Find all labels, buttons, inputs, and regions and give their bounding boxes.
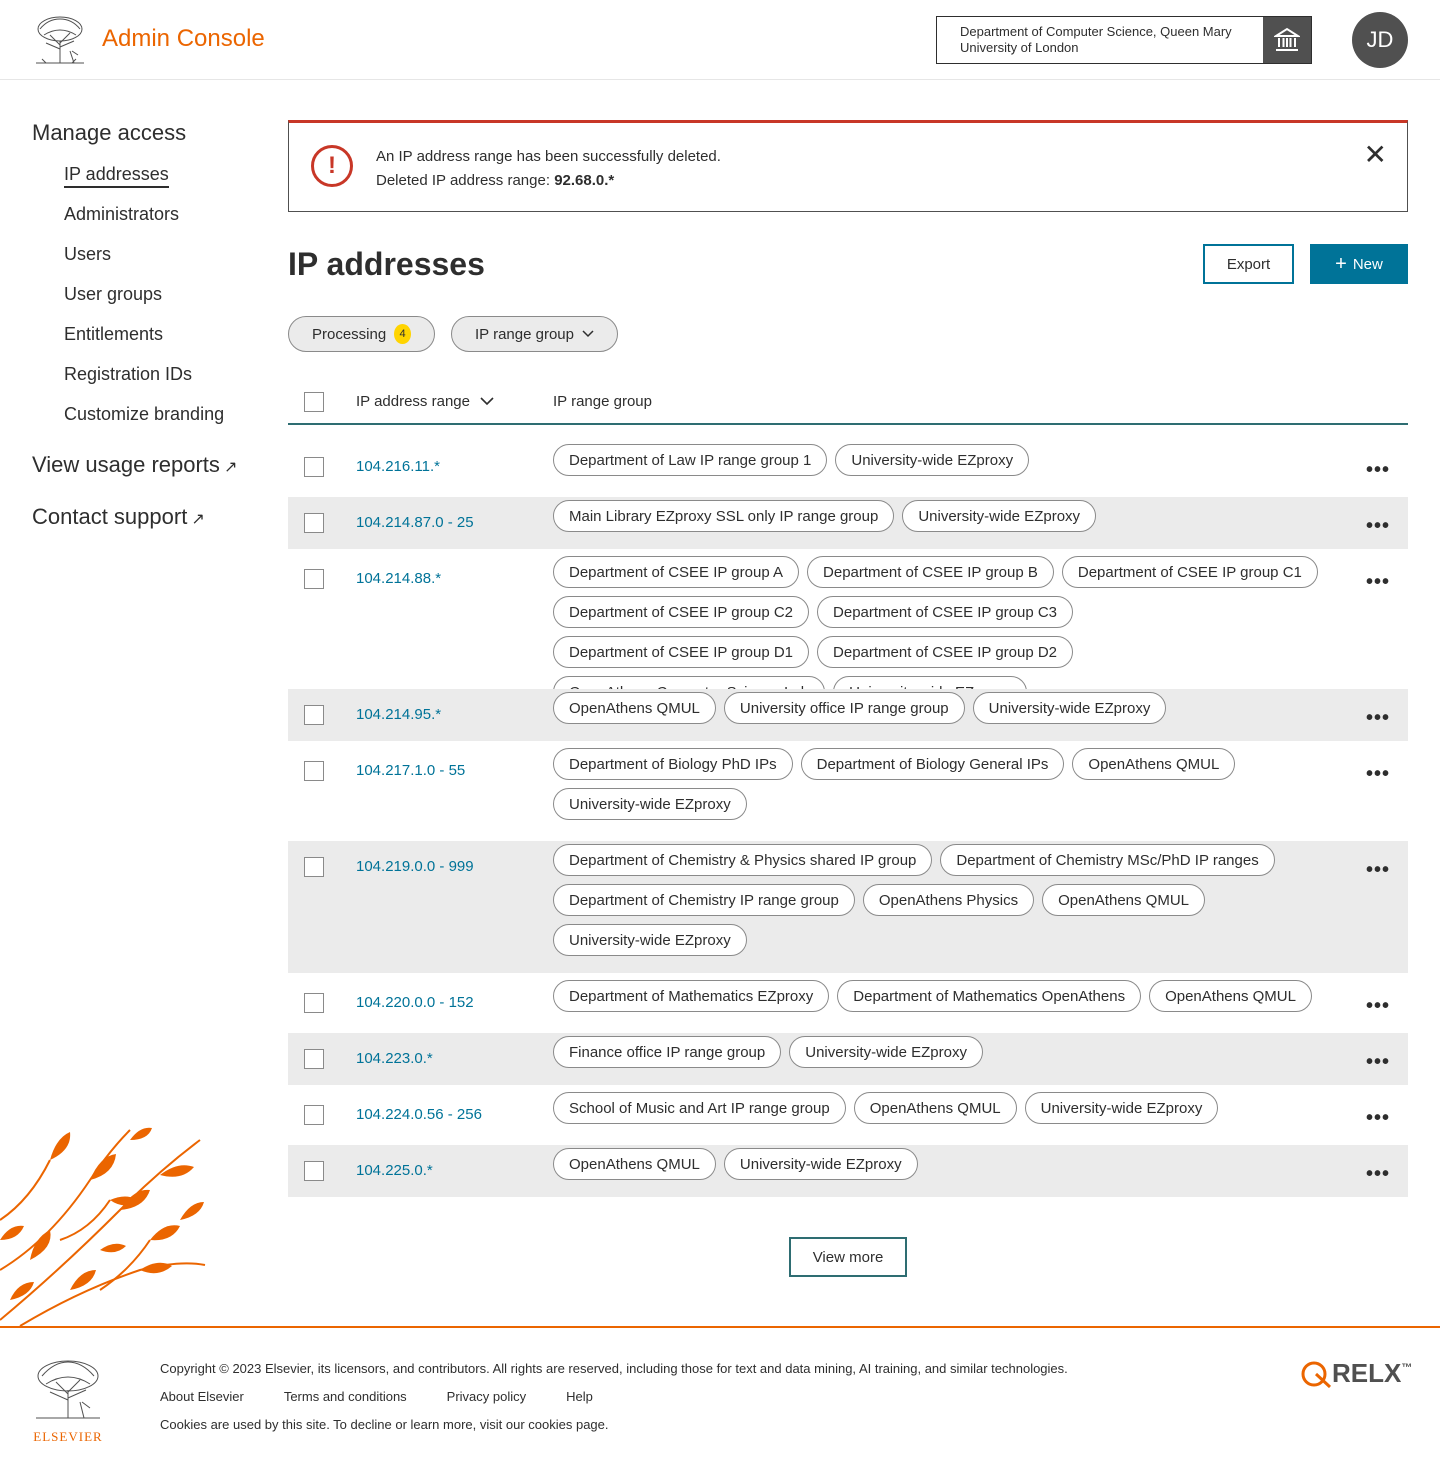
ip-range-group-list: [553, 692, 1343, 732]
ip-range-group-chip[interactable]: OpenAthens QMUL: [1042, 884, 1205, 916]
table-row: [288, 441, 1408, 493]
alert-deleted-range: 92.68.0.*: [554, 172, 615, 189]
column-header-ip-label: IP address range: [356, 393, 470, 410]
ip-range-group-chip[interactable]: Finance office IP range group: [553, 1036, 781, 1068]
sidebar-heading-manage-access: Manage access: [32, 120, 187, 145]
contact-support-label: Contact support: [32, 504, 188, 529]
alert-line-1: An IP address range has been successfully deleted.: [376, 148, 721, 165]
page-title: IP addresses: [288, 246, 485, 282]
ip-range-group-chip[interactable]: University-wide EZproxy: [553, 924, 747, 956]
table-row: [288, 689, 1408, 741]
sidebar-item-customize-branding[interactable]: Customize branding: [64, 404, 225, 424]
footer-link-help[interactable]: Help: [566, 1389, 593, 1404]
institution-name: Department of Computer Science, Queen Mary University of London: [960, 24, 1232, 55]
ip-range-group-chip[interactable]: Main Library EZproxy SSL only IP range group: [553, 500, 894, 532]
chevron-down-icon: [582, 330, 594, 338]
ip-range-group-list: [553, 444, 1343, 484]
table-row: [288, 553, 1408, 689]
elsevier-tree-icon: [32, 1358, 104, 1422]
ip-range-group-chip[interactable]: University-wide EZproxy: [973, 692, 1167, 724]
footer-link-privacy[interactable]: Privacy policy: [446, 1389, 527, 1404]
sidebar-item-registration-ids[interactable]: Registration IDs: [64, 364, 193, 384]
export-button[interactable]: Export: [1203, 244, 1294, 284]
ip-range-group-chip[interactable]: University-wide EZproxy: [553, 788, 747, 820]
new-button[interactable]: [1310, 244, 1408, 284]
filter-processing-label: Processing: [312, 325, 387, 343]
sidebar-item-ip-addresses[interactable]: IP addresses: [64, 164, 169, 188]
ip-range-group-chip[interactable]: Department of CSEE IP group C2: [553, 596, 809, 628]
new-button-label: New: [1352, 255, 1383, 273]
view-usage-reports-link[interactable]: [32, 452, 237, 478]
ip-range-group-chip[interactable]: Department of CSEE IP group B: [807, 556, 1054, 588]
row-checkbox[interactable]: [304, 1105, 324, 1125]
row-checkbox[interactable]: [304, 1049, 324, 1069]
row-checkbox[interactable]: [304, 761, 324, 781]
sort-chevron-down-icon: [480, 397, 494, 406]
close-icon[interactable]: ✕: [1363, 139, 1387, 170]
header: [0, 0, 1440, 80]
cookies-page-link[interactable]: cookies page.: [528, 1417, 609, 1432]
ip-range-group-chip[interactable]: OpenAthens QMUL: [553, 1148, 716, 1180]
row-checkbox[interactable]: [304, 513, 324, 533]
ip-range-group-chip[interactable]: University-wide EZproxy: [902, 500, 1096, 532]
ip-range-group-list: [553, 1036, 1343, 1076]
alert-line-2: [376, 169, 721, 193]
ip-range-group-chip[interactable]: OpenAthens QMUL: [1072, 748, 1235, 780]
cookies-text: Cookies are used by this site. To decline or learn more, visit our: [160, 1417, 525, 1432]
ip-range-group-chip[interactable]: Department of CSEE IP group D1: [553, 636, 809, 668]
footer-link-terms[interactable]: Terms and conditions: [283, 1389, 407, 1404]
footer-cookies-notice: [160, 1417, 609, 1432]
user-avatar[interactable]: JD: [1352, 12, 1408, 68]
filter-ip-range-group[interactable]: [451, 316, 618, 352]
app-title[interactable]: Admin Console: [102, 25, 265, 52]
more-options-icon[interactable]: •••: [1366, 571, 1391, 593]
external-link-icon: ↗: [191, 511, 205, 528]
ip-range-group-chip[interactable]: Department of Mathematics EZproxy: [553, 980, 829, 1012]
ip-range-group-chip[interactable]: Department of Law IP range group 1: [553, 444, 827, 476]
column-header-ip-range-group: IP range group: [553, 393, 652, 410]
row-checkbox[interactable]: [304, 993, 324, 1013]
ip-range-group-chip[interactable]: Department of Mathematics OpenAthens: [837, 980, 1141, 1012]
table-header: [288, 378, 1408, 425]
table-row: [288, 1033, 1408, 1085]
ip-range-group-chip[interactable]: School of Music and Art IP range group: [553, 1092, 846, 1124]
select-all-checkbox[interactable]: [304, 392, 324, 412]
table-row: [288, 841, 1408, 973]
institution-selector[interactable]: [936, 16, 1312, 64]
more-options-icon[interactable]: •••: [1366, 763, 1391, 785]
ip-range-group-list: [553, 844, 1343, 964]
view-more-button[interactable]: View more: [789, 1237, 907, 1277]
filter-ip-range-group-label: IP range group: [475, 325, 574, 343]
processing-count-badge: 4: [394, 324, 411, 344]
ip-range-group-chip[interactable]: University-wide EZproxy: [789, 1036, 983, 1068]
more-options-icon[interactable]: •••: [1366, 707, 1391, 729]
footer-links: [160, 1389, 593, 1404]
table-row: [288, 977, 1408, 1029]
ip-range-link[interactable]: 104.223.0.*: [356, 1050, 433, 1067]
sidebar-item-entitlements[interactable]: Entitlements: [64, 324, 164, 344]
sidebar-item-users[interactable]: Users: [64, 244, 112, 264]
more-options-icon[interactable]: •••: [1366, 859, 1391, 881]
footer-copyright: Copyright © 2023 Elsevier, its licensors, and contributors. All rights are reserved, including those for text and data mining, AI training, and similar technologies.: [160, 1361, 1068, 1376]
relx-mark-icon: [1300, 1360, 1332, 1388]
column-header-ip-address-range[interactable]: [356, 393, 494, 410]
more-options-icon[interactable]: •••: [1366, 1051, 1391, 1073]
filter-processing[interactable]: [288, 316, 435, 352]
ip-range-group-list: [553, 1148, 1343, 1188]
ip-range-group-chip[interactable]: OpenAthens QMUL: [854, 1092, 1017, 1124]
ip-range-group-chip[interactable]: Department of Biology General IPs: [801, 748, 1065, 780]
ip-range-link[interactable]: 104.220.0.0 - 152: [356, 994, 474, 1011]
alert-exclamation-icon: !: [311, 145, 353, 187]
footer: [0, 1326, 1440, 1469]
elsevier-logo[interactable]: [32, 1358, 104, 1442]
ip-range-link[interactable]: 104.214.88.*: [356, 570, 442, 587]
more-options-icon[interactable]: •••: [1366, 1163, 1391, 1185]
alert-message: [376, 145, 721, 193]
ip-range-group-chip[interactable]: University office IP range group: [724, 692, 965, 724]
table-row: [288, 1145, 1408, 1197]
plus-icon: +: [1335, 253, 1347, 275]
ip-range-group-chip[interactable]: OpenAthens QMUL: [553, 692, 716, 724]
footer-link-about[interactable]: About Elsevier: [160, 1389, 244, 1404]
row-checkbox[interactable]: [304, 857, 324, 877]
more-options-icon[interactable]: •••: [1366, 995, 1391, 1017]
elsevier-wordmark: ELSEVIER: [33, 1429, 103, 1444]
ip-range-link[interactable]: 104.225.0.*: [356, 1162, 433, 1179]
more-options-icon[interactable]: •••: [1366, 1107, 1391, 1129]
ip-range-group-list: [553, 748, 1343, 828]
ip-range-group-chip[interactable]: Department of CSEE IP group D2: [817, 636, 1073, 668]
ip-range-link[interactable]: 104.216.11.*: [356, 458, 440, 475]
ip-range-group-list: [553, 1092, 1343, 1132]
ip-range-group-chip[interactable]: OpenAthens Physics: [863, 884, 1034, 916]
table-row: [288, 497, 1408, 549]
contact-support-link[interactable]: [32, 504, 205, 530]
alert-line-2-prefix: Deleted IP address range:: [376, 172, 551, 189]
sidebar-item-administrators[interactable]: Administrators: [64, 204, 180, 224]
row-checkbox[interactable]: [304, 1161, 324, 1181]
ip-range-group-list: [553, 980, 1343, 1020]
sidebar-item-user-groups[interactable]: User groups: [64, 284, 163, 304]
row-checkbox[interactable]: [304, 705, 324, 725]
decorative-branch-icon: [0, 1120, 210, 1326]
institution-icon: [1263, 17, 1311, 63]
more-options-icon[interactable]: •••: [1366, 515, 1391, 537]
table-row: [288, 1089, 1408, 1141]
success-alert: [288, 120, 1408, 212]
ip-range-group-chip[interactable]: Department of Chemistry MSc/PhD IP ranges: [940, 844, 1274, 876]
ip-range-group-chip[interactable]: Department of Biology PhD IPs: [553, 748, 793, 780]
row-checkbox[interactable]: [304, 457, 324, 477]
table-row: [288, 745, 1408, 841]
relx-wordmark: RELX: [1332, 1358, 1402, 1388]
ip-range-group-chip[interactable]: Department of CSEE IP group C3: [817, 596, 1073, 628]
ip-range-link[interactable]: 104.214.87.0 - 25: [356, 514, 474, 531]
ip-range-group-chip[interactable]: University-wide EZproxy: [724, 1148, 918, 1180]
relx-tm: ™: [1401, 1362, 1413, 1374]
ip-range-link[interactable]: 104.214.95.*: [356, 706, 442, 723]
more-options-icon[interactable]: •••: [1366, 459, 1391, 481]
ip-range-group-chip[interactable]: University-wide EZproxy: [835, 444, 1029, 476]
ip-range-group-chip[interactable]: Department of CSEE IP group C1: [1062, 556, 1318, 588]
ip-range-group-chip[interactable]: University-wide EZproxy: [1025, 1092, 1219, 1124]
row-checkbox[interactable]: [304, 569, 324, 589]
ip-range-group-chip[interactable]: Department of Chemistry IP range group: [553, 884, 855, 916]
external-link-icon: ↗: [223, 459, 238, 476]
relx-logo[interactable]: [1300, 1358, 1412, 1389]
ip-range-group-list: [553, 500, 1343, 540]
ip-range-link[interactable]: 104.219.0.0 - 999: [356, 858, 474, 875]
ip-range-group-chip[interactable]: OpenAthens QMUL: [1149, 980, 1312, 1012]
view-usage-reports-label: View usage reports: [32, 452, 220, 477]
ip-range-group-chip[interactable]: Department of CSEE IP group A: [553, 556, 799, 588]
ip-range-link[interactable]: 104.217.1.0 - 55: [356, 762, 466, 779]
elsevier-tree-logo-icon[interactable]: [32, 15, 88, 65]
ip-range-group-chip[interactable]: Department of Chemistry & Physics shared IP group: [553, 844, 932, 876]
ip-range-link[interactable]: 104.224.0.56 - 256: [356, 1106, 482, 1123]
